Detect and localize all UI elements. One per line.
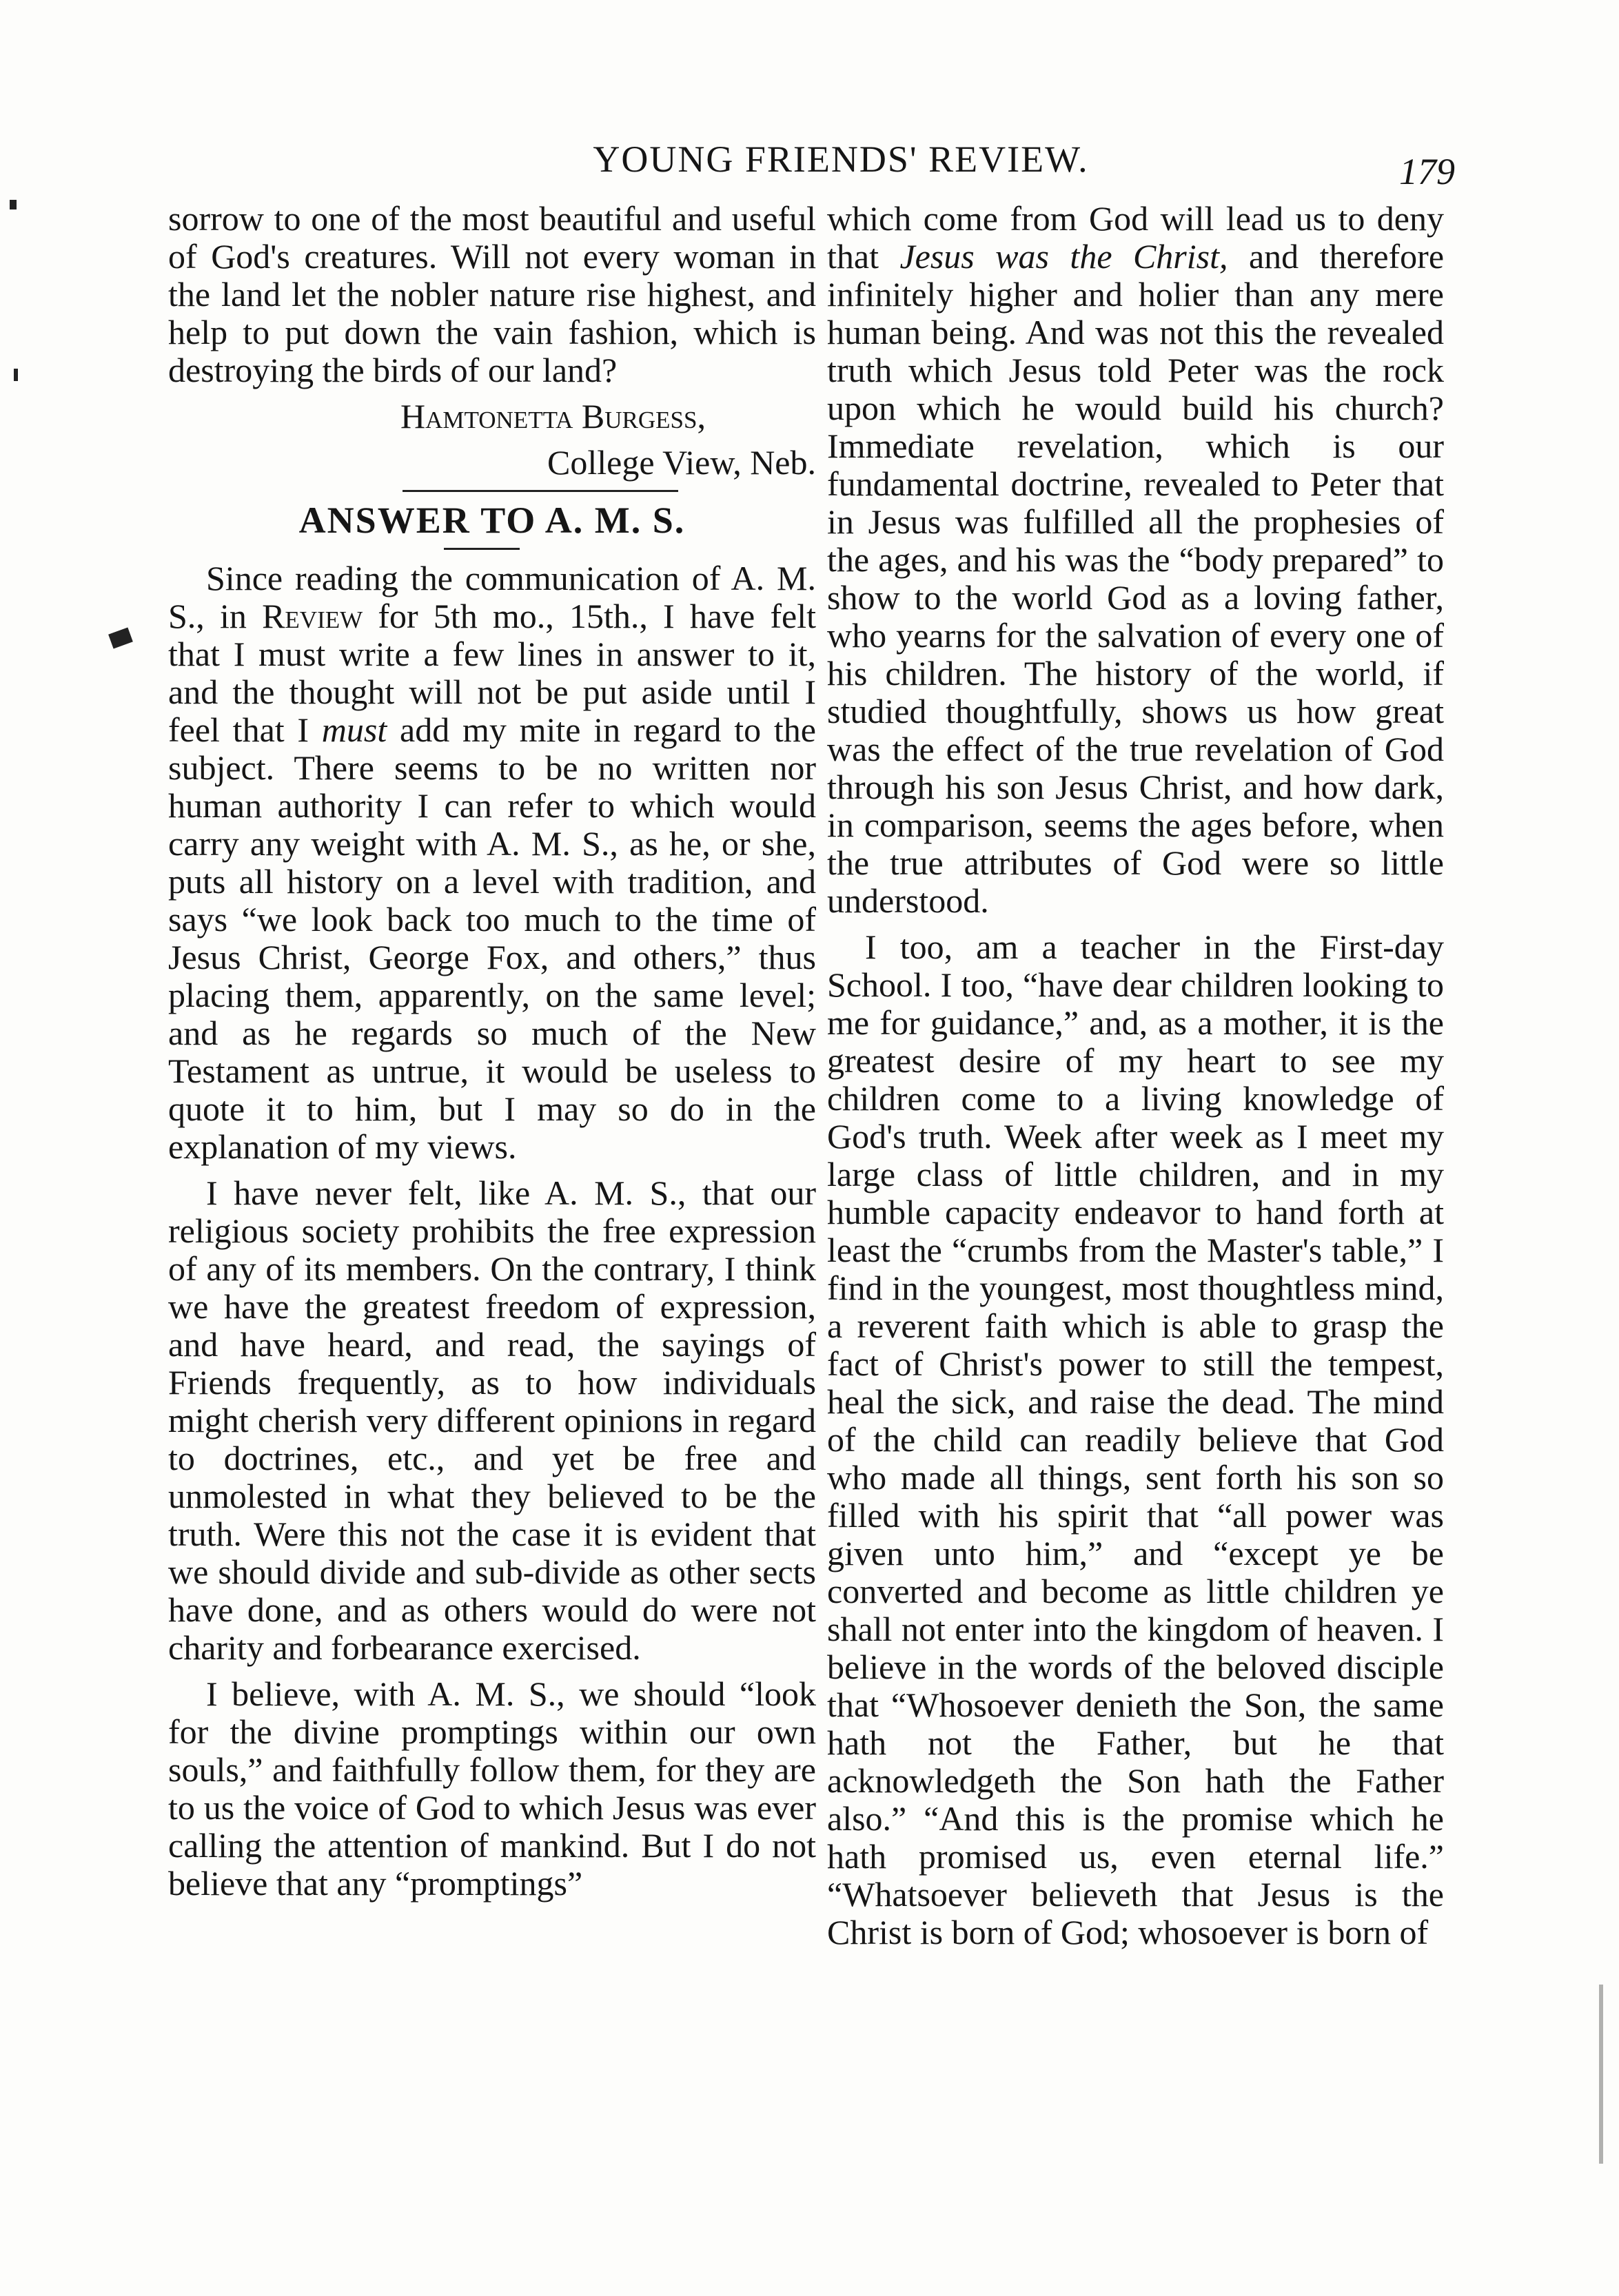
rp1-italic: Jesus was the Christ, bbox=[899, 237, 1228, 276]
left-column bbox=[168, 200, 816, 1903]
p1-end: add my mite in regard to the subject. There seems to be no written nor human authority I can refer to which would carry any weight with A. M. S., as he, or she, puts all history on a level with tradition, and says “we look back too much to the time of Jesus Christ, George Fox, and others,” thus placing them, apparently, on the same level; and as he regards so much of the New Testament as untrue, it would be useless to quote it to him, but I may so do in the explanation of my views. bbox=[168, 710, 816, 1166]
signature-place: College View, Neb. bbox=[547, 443, 816, 482]
rp1-end: and therefore infinitely higher and holier than any mere human being. And was not this the revealed truth which Jesus told Peter was the rock upon which he would build his church? Immediate revelation, which is our fundamental doctrine, revealed to Peter that in Jesus was fulfilled all the prophesies of the ages, and his was the “body prepared” to show to the world God as a loving father, who yearns for the salvation of every one of his children. The history of the world, if studied thoughtfully, shows us how great was the effect of the true revelation of God through his son Jesus Christ, and how dark, in comparison, seems the ages before, when the true attributes of God were so little understood. bbox=[827, 237, 1445, 920]
intro-paragraph: sorrow to one of the most beautiful and useful of God's creatures. Will not every woman in the land let the nobler nature rise highest, and help to put down the vain fashion, which is destroying the birds of our land? bbox=[168, 199, 816, 389]
article-title: ANSWER TO A. M. S. bbox=[298, 500, 686, 541]
section-divider bbox=[403, 490, 678, 492]
right-column bbox=[827, 200, 1444, 1951]
margin-mark bbox=[108, 628, 133, 649]
title-underline bbox=[444, 548, 520, 550]
p1-review: Review bbox=[262, 597, 363, 635]
paragraph-teacher: I too, am a teacher in the First-day School. I too, “have dear children looking to me for guidance,” and, as a mother, it is the greatest desire of my heart to see my children come to a living knowledge of God's truth. Week after week as I meet my large class of little children, and in my humble capacity endeavor to hand forth at least the “crumbs from the Master's table,” I find in the youngest, most thoughtless mind, a reverent faith which is able to grasp the fact of Christ's power to still the tempest, heal the sick, and raise the dead. The mind of the child can readily believe that God who made all things, sent forth his son so filled with his spirit that “all power was given unto him,” and “except ye be converted and become as little children ye shall not enter into the kingdom of heaven. I believe in the words of the beloved disciple that “Whosoever denieth the Son, the same hath not the Father, but he that acknowledgeth the Son hath the Father also.” “And this is the promise which he hath promised us, even eternal life.” “Whatsoever believeth that Jesus is the Christ is born of God; whosoever is born of bbox=[827, 927, 1444, 1951]
p1-start: Since reading the communication of A. M. S., in bbox=[168, 559, 816, 635]
paragraph-3: I believe, with A. M. S., we should “look for the divine promptings within our own souls,” and faithfully follow them, for they are to us the voice of God to which Jesus was ever calling the attention of mankind. But I do not believe that any “promptings” bbox=[168, 1674, 816, 1903]
signature-name: Hamtonetta Burgess, bbox=[400, 397, 706, 435]
paragraph-1 bbox=[168, 560, 816, 1166]
paragraph-2: I have never felt, like A. M. S., that our religious society prohibits the free expression of any of its members. On the contrary, I think we have the greatest freedom of expression, and have heard, and read, the sayings of Friends frequently, as to how individuals might cherish very different opinions in regard to doctrines, etc., and yet be free and unmolested in what they believed to be the truth. Were this not the case it is evident that we should divide and sub-divide as other sects have done, and as others would do were not charity and forbearance exercised. bbox=[168, 1173, 816, 1667]
margin-speck bbox=[14, 369, 18, 381]
running-title: YOUNG FRIENDS' REVIEW. bbox=[593, 139, 1089, 180]
page-number: 179 bbox=[1399, 151, 1455, 192]
rp1-start: which come from God will lead us to deny that bbox=[827, 199, 1444, 276]
p1-after-review: for 5th mo., 15th., I have felt that I must write a few lines in answer to it, and the thought will not be put aside until I feel that I bbox=[168, 597, 817, 749]
margin-speck bbox=[10, 200, 17, 209]
margin-speck bbox=[1599, 1985, 1603, 2164]
p1-must: must bbox=[321, 710, 387, 749]
paragraph-continuation bbox=[827, 200, 1444, 920]
